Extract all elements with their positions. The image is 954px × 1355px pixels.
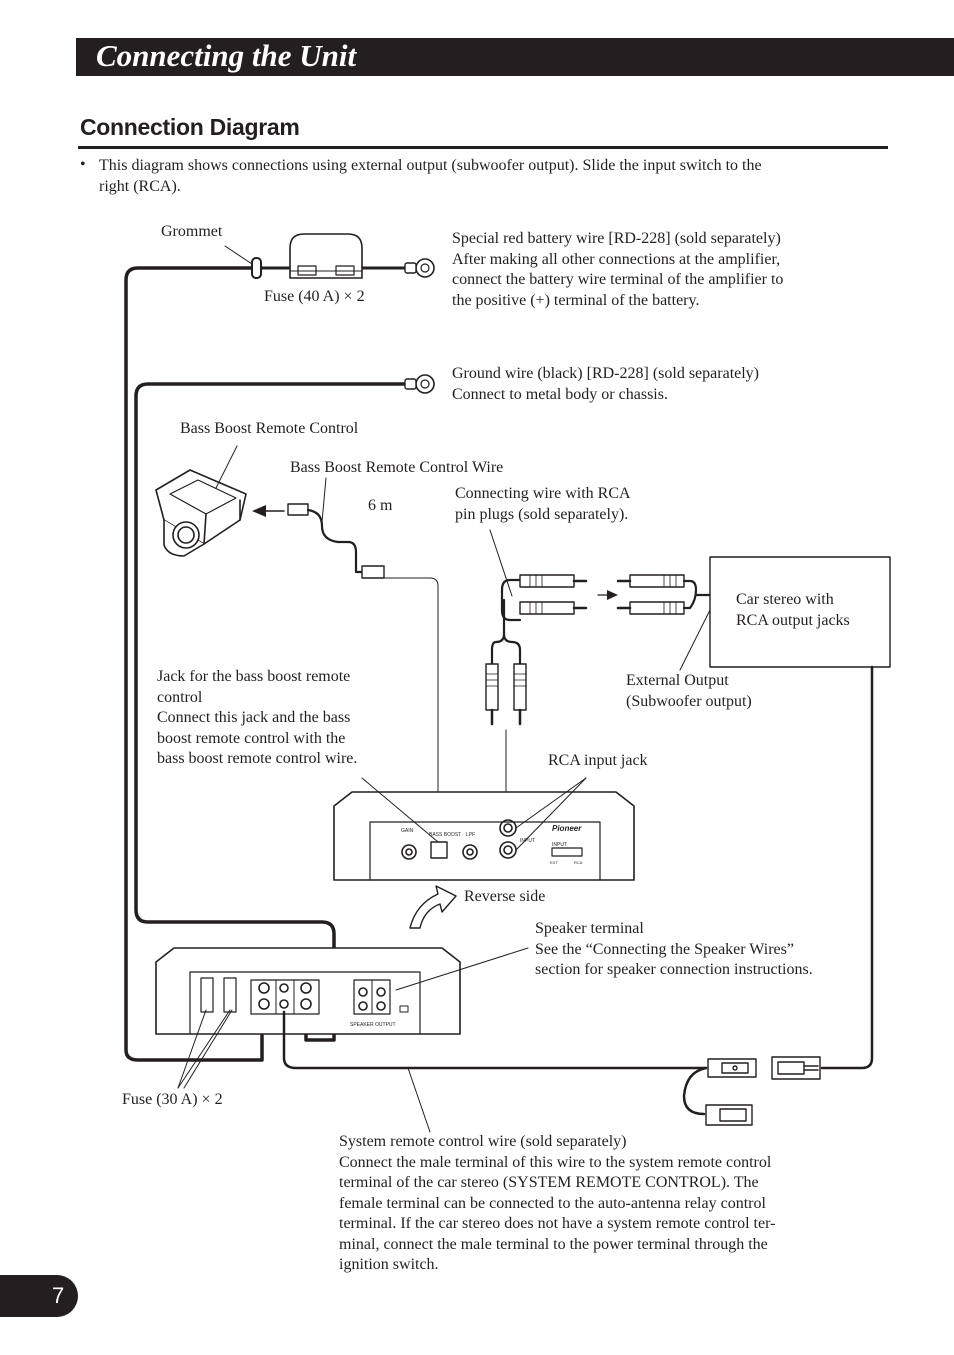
system-remote-line: terminal. If the car stereo does not have a system remote control ter-: [339, 1215, 776, 1232]
rca-wire-line: Connecting wire with RCA: [455, 485, 631, 502]
jack-bass-boost-line: boost remote control with the: [157, 729, 346, 747]
system-remote-line: ignition switch.: [339, 1256, 439, 1273]
female-terminal-icon: [772, 1057, 820, 1079]
system-remote-line: terminal of the car stereo (SYSTEM REMOTE CONTROL). The: [339, 1174, 759, 1191]
ground-wire-line: Ground wire (black) [RD-228] (sold separately): [452, 365, 760, 382]
system-remote-label: [339, 1132, 775, 1276]
battery-wire-line: Special red battery wire [RD-228] (sold separately): [452, 230, 781, 247]
gain-label: GAIN: [401, 828, 414, 834]
rca-label: RCA: [574, 860, 583, 865]
external-output-line: External Output: [626, 672, 729, 689]
jack-bass-boost-line: Connect this jack and the bass: [157, 709, 351, 726]
battery-wire-line: connect the battery wire terminal of the amplifier to: [452, 271, 784, 288]
input-label: INPUT: [520, 838, 535, 844]
bass-boost-remote-label: Bass Boost Remote Control: [180, 420, 359, 437]
car-stereo-line: RCA output jacks: [736, 611, 850, 629]
system-remote-line: System remote control wire (sold separately): [339, 1133, 627, 1150]
jack-bass-boost-line: Jack for the bass boost remote: [157, 668, 351, 685]
reverse-arrow-icon: [410, 886, 456, 928]
car-stereo-line: Car stereo with: [736, 591, 834, 608]
rca-wire-label: [455, 484, 631, 525]
bass-boost-label: BASS BOOST: [429, 832, 462, 838]
speaker-terminal-line: Speaker terminal: [535, 920, 644, 937]
jack-bass-boost-line: control: [157, 688, 203, 706]
battery-wire-line: the positive (+) terminal of the battery.: [452, 291, 700, 309]
system-remote-line: female terminal can be connected to the auto-antenna relay control: [339, 1194, 766, 1212]
amplifier-front-panel: [334, 792, 634, 880]
external-output-line: (Subwoofer output): [626, 692, 752, 710]
rca-wire-line: pin plugs (sold separately).: [455, 505, 629, 523]
speaker-terminal-label: [535, 919, 813, 981]
reverse-side-label: Reverse side: [464, 888, 546, 905]
section-heading: Connection Diagram: [80, 114, 300, 140]
bass-boost-wire-label: Bass Boost Remote Control Wire: [290, 459, 504, 476]
battery-wire-label: [452, 229, 783, 311]
male-terminal-icon: [708, 1059, 756, 1077]
speaker-output-label: SPEAKER OUTPUT: [350, 1022, 396, 1028]
page-number-tab: [0, 1275, 78, 1317]
grommet-label: Grommet: [161, 223, 223, 240]
speaker-terminal-line: See the “Connecting the Speaker Wires”: [535, 940, 794, 958]
bullet-icon: •: [80, 156, 86, 173]
length-label: 6 m: [368, 497, 393, 514]
rca-input-jack-label: RCA input jack: [548, 752, 648, 769]
ground-wire-label: [452, 364, 759, 405]
bass-boost-remote-icon: [156, 470, 246, 556]
fuse-holder-icon: [290, 234, 362, 278]
brand-logo: Pioneer: [552, 824, 582, 833]
car-stereo-label: [736, 590, 850, 631]
fuse-30-label: Fuse (30 A) × 2: [122, 1091, 223, 1108]
lpf-label: LPF: [466, 832, 476, 838]
speaker-terminal-line: section for speaker connection instructions.: [535, 961, 813, 978]
jack-bass-boost-label: [157, 667, 357, 770]
intro-line: This diagram shows connections using external output (subwoofer output). Slide the input switch to the: [99, 157, 762, 174]
battery-wire: [126, 268, 262, 1060]
grommet-icon: [252, 258, 261, 278]
female-terminal-icon: [706, 1105, 752, 1125]
input-switch-label: INPUT: [552, 842, 567, 848]
ring-terminal-icon: [405, 259, 434, 277]
jack-bass-boost-line: bass boost remote control wire.: [157, 750, 358, 767]
arrow-icon: [252, 505, 266, 517]
intro-line: right (RCA).: [99, 178, 181, 195]
ext-label: EXT: [550, 860, 558, 865]
battery-wire-line: After making all other connections at the amplifier,: [452, 250, 781, 268]
page-title: Connecting the Unit: [96, 38, 357, 73]
fuse-40-label: Fuse (40 A) × 2: [264, 288, 365, 305]
system-remote-line: minal, connect the male terminal to the power terminal through the: [339, 1235, 768, 1253]
ground-wire-line: Connect to metal body or chassis.: [452, 385, 668, 403]
page-number: 7: [52, 1283, 65, 1308]
ground-terminal-icon: [405, 375, 434, 393]
system-remote-line: Connect the male terminal of this wire to the system remote control: [339, 1153, 772, 1171]
external-output-label: [626, 671, 752, 712]
